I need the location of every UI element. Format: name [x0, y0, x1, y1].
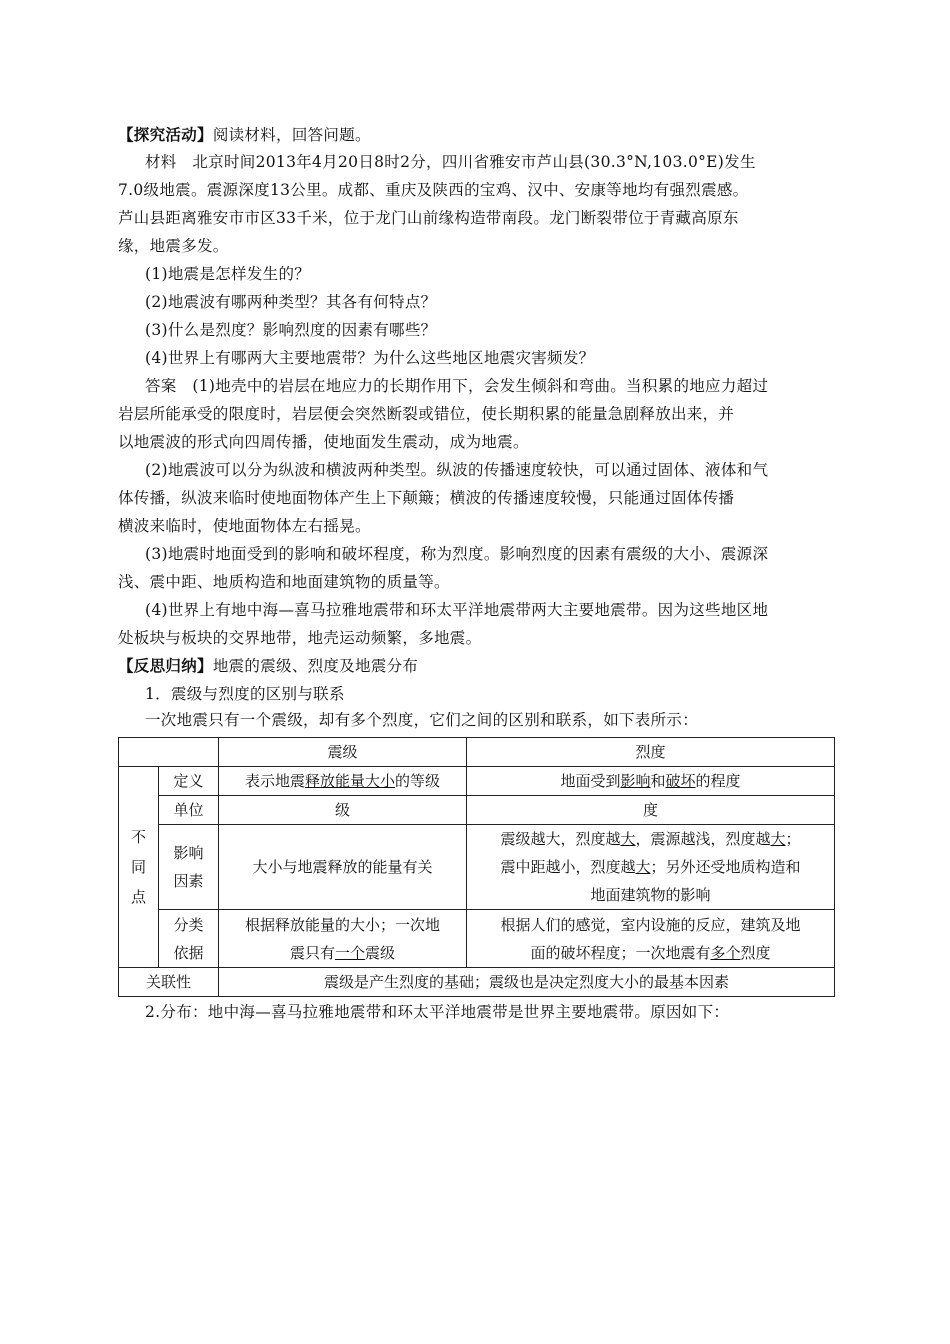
- text-segment: ；另外还受地质构造和: [650, 858, 801, 876]
- diff-label-cell: 不同点: [119, 767, 159, 968]
- header-magnitude: 震级: [219, 738, 467, 767]
- cell-line: [471, 825, 830, 853]
- text-segment: 烈度: [740, 943, 771, 962]
- table-header-row: [119, 738, 835, 767]
- question-1: (1)地震是怎样发生的？: [145, 265, 311, 283]
- activity-intro: 阅读材料，回答问题。: [212, 126, 371, 144]
- text-segment: ，震源越浅，烈度越: [635, 830, 771, 848]
- factors-intensity: [467, 825, 835, 910]
- underlined-text: 破坏: [665, 772, 696, 790]
- text-segment: 震级越大，烈度越: [500, 830, 621, 848]
- text-segment: 震中距越小，烈度越: [500, 858, 636, 876]
- answer-line-8: 浅、震中距、地质构造和地面建筑物的质量等。: [118, 573, 450, 591]
- definition-label: 定义: [159, 767, 219, 796]
- unit-magnitude: 级: [219, 796, 467, 825]
- label-line: 依据: [173, 943, 204, 962]
- underlined-text: 大: [620, 830, 636, 848]
- underlined-text: 大: [770, 830, 786, 848]
- text-segment: 的程度: [695, 772, 741, 790]
- table-row-unit: [119, 796, 835, 825]
- table-row-basis: [119, 910, 835, 968]
- underlined-text: 影响: [620, 772, 651, 790]
- label-line: 分类: [173, 915, 204, 934]
- answer-line-2: 岩层所能承受的限度时，岩层便会突然断裂或错位，使长期积累的能量急剧释放出来，并: [118, 405, 735, 423]
- relation-text: 震级是产生烈度的基础；震级也是决定烈度大小的最基本因素: [219, 968, 835, 997]
- table-corner-cell: [119, 738, 219, 767]
- answer-line-5: 体传播，纵波来临时使地面物体产生上下颠簸；横波的传播速度较慢，只能通过固体传播: [118, 489, 735, 507]
- underlined-text: 大: [635, 858, 651, 876]
- unit-label: 单位: [159, 796, 219, 825]
- section-2-text: 2.分布：地中海—喜马拉雅地震带和环太平洋地震带是世界主要地震带。原因如下：: [145, 1003, 730, 1021]
- activity-title: 【探究活动】: [118, 125, 213, 144]
- relation-label: 关联性: [119, 968, 219, 997]
- cell-line: [471, 853, 830, 881]
- definition-magnitude: [219, 767, 467, 796]
- basis-label: [159, 910, 219, 968]
- cell-line: [471, 939, 830, 967]
- material-line-1: 材料 北京时间2013年4月20日8时2分，四川省雅安市芦山县(30.3°N,103.0°E)发生: [145, 153, 756, 171]
- table-row-relation: [119, 968, 835, 997]
- material-line-4: 缘，地震多发。: [118, 237, 229, 255]
- reflection-heading: 地震的震级、烈度及地震分布: [212, 657, 419, 675]
- header-intensity: 烈度: [467, 738, 835, 767]
- cell-line: 地面建筑物的影响: [590, 886, 711, 904]
- unit-intensity: 度: [467, 796, 835, 825]
- text-segment: 震级: [365, 943, 396, 962]
- text-segment: 地面受到: [560, 772, 621, 790]
- answer-line-3: 以地震波的形式向四周传播，使地面发生震动，成为地震。: [118, 433, 529, 451]
- question-4: (4)世界上有哪两大主要地震带？为什么这些地区地震灾害频发？: [145, 349, 595, 367]
- text-segment: 和: [650, 772, 666, 790]
- underlined-text: 释放能量大小: [304, 772, 395, 790]
- material-line-3: 芦山县距离雅安市市区33千米，位于龙门山前缘构造带南段。龙门断裂带位于青藏高原东: [118, 209, 739, 227]
- section-1-title: 1．震级与烈度的区别与联系: [145, 685, 345, 703]
- factors-label: [159, 825, 219, 910]
- text-segment: 的等级: [395, 772, 441, 790]
- answer-line-10: 处板块与板块的交界地带，地壳运动频繁，多地震。: [118, 629, 482, 647]
- question-3: (3)什么是烈度？影响烈度的因素有哪些？: [145, 321, 437, 339]
- section-1-intro: 一次地震只有一个震级，却有多个烈度，它们之间的区别和联系，如下表所示：: [145, 711, 699, 729]
- text-segment: 震只有: [289, 943, 335, 962]
- underlined-text: 一个: [334, 943, 365, 962]
- answer-line-1: 答案 (1)地壳中的岩层在地应力的长期作用下，会发生倾斜和弯曲。当积累的地应力超过: [145, 377, 769, 395]
- answer-line-4: (2)地震波可以分为纵波和横波两种类型。纵波的传播速度较快，可以通过固体、液体和气: [145, 461, 769, 479]
- cell-line: 根据释放能量的大小；一次地: [244, 915, 440, 934]
- underlined-text: 多个: [710, 943, 741, 962]
- text-segment: ；: [785, 830, 801, 848]
- question-2: (2)地震波有哪两种类型？其各有何特点？: [145, 293, 437, 311]
- cell-line: [223, 939, 462, 967]
- reflection-title: 【反思归纳】: [118, 656, 213, 675]
- basis-magnitude: [219, 910, 467, 968]
- comparison-table: [118, 737, 835, 997]
- factors-magnitude: 大小与地震释放的能量有关: [219, 825, 467, 910]
- cell-line: 根据人们的感觉，室内设施的反应，建筑及地: [500, 915, 801, 934]
- label-line: 因素: [173, 872, 204, 890]
- activity-line: [118, 125, 838, 145]
- reflection-line: [118, 656, 838, 676]
- table-row-factors: [119, 825, 835, 910]
- table-row-definition: [119, 767, 835, 796]
- answer-line-7: (3)地震时地面受到的影响和破坏程度，称为烈度。影响烈度的因素有震级的大小、震源深: [145, 545, 769, 563]
- material-line-2: 7.0级地震。震源深度13公里。成都、重庆及陕西的宝鸡、汉中、安康等地均有强烈震感。: [118, 181, 749, 199]
- answer-line-6: 横波来临时，使地面物体左右摇晃。: [118, 517, 371, 535]
- text-segment: 面的破坏程度；一次地震有: [530, 943, 711, 962]
- definition-intensity: [467, 767, 835, 796]
- answer-line-9: (4)世界上有地中海—喜马拉雅地震带和环太平洋地震带两大主要地震带。因为这些地区地: [145, 601, 769, 619]
- basis-intensity: [467, 910, 835, 968]
- text-segment: 表示地震: [244, 772, 305, 790]
- label-line: 影响: [173, 844, 204, 862]
